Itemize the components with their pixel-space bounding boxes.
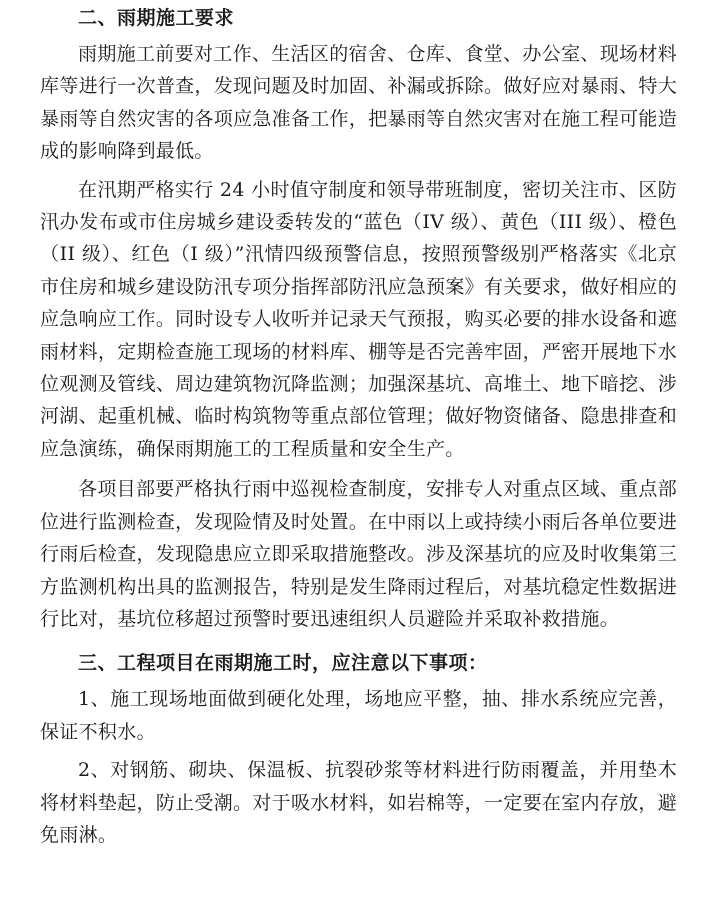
paragraph-pre-inspection: 雨期施工前要对工作、生活区的宿舍、仓库、食堂、办公室、现场材料库等进行一次普查，发现问题及时加固、补漏或拆除。做好应对暴雨、特大暴雨等自然灾害的各项应急准备工作，把暴雨等自然灾害对在施工程可能造成的影响降到最低。 bbox=[40, 43, 677, 163]
list-item-material-protection: 2、对钢筋、砌块、保温板、抗裂砂浆等材料进行防雨覆盖，并用垫木将材料垫起，防止受潮。对于吸水材料，如岩棉等，一定要在室内存放，避免雨淋。 bbox=[40, 759, 677, 846]
list-item-site-ground: 1、施工现场地面做到硬化处理，场地应平整，抽、排水系统应完善，保证不积水。 bbox=[40, 688, 677, 743]
paragraph-patrol-inspection: 各项目部要严格执行雨中巡视检查制度，安排专人对重点区域、重点部位进行监测检查，发现险情及时处置。在中雨以上或持续小雨后各单位要进行雨后检查，发现隐患应立即采取措施整改。涉及深基坑的应及时收集第三方监测机构出具的监测报告，特别是发生降雨过程后，对基坑稳定性数据进行比对，基坑位移超过预警时要迅速组织人员避险并采取补救措施。 bbox=[40, 478, 677, 630]
paragraph-flood-duty: 在汛期严格实行 24 小时值守制度和领导带班制度，密切关注市、区防汛办发布或市住房城乡建设委转发的“蓝色（IV 级）、黄色（III 级）、橙色（II 级）、红色（I 级）”汛情四级预警信息，按照预警级别严格落实《北京市住房和城乡建设防汛专项分指挥部防汛应急预案》有关要求，做好相应的应急响应工作。同时设专人收听并记录天气预报，购买必要的排水设备和遮雨材料，定期检查施工现场的材料库、棚等是否完善牢固，严密开展地下水位观测及管线、周边建筑物沉降监测；加强深基坑、高堆土、地下暗挖、涉河湖、起重机械、临时构筑物等重点部位管理；做好物资储备、隐患排查和应急演练，确保雨期施工的工程质量和安全生产。 bbox=[40, 178, 677, 460]
section-heading-rainy-season-requirements: 二、雨期施工要求 bbox=[78, 7, 235, 29]
section-heading-precautions: 三、工程项目在雨期施工时，应注意以下事项： bbox=[78, 652, 488, 675]
